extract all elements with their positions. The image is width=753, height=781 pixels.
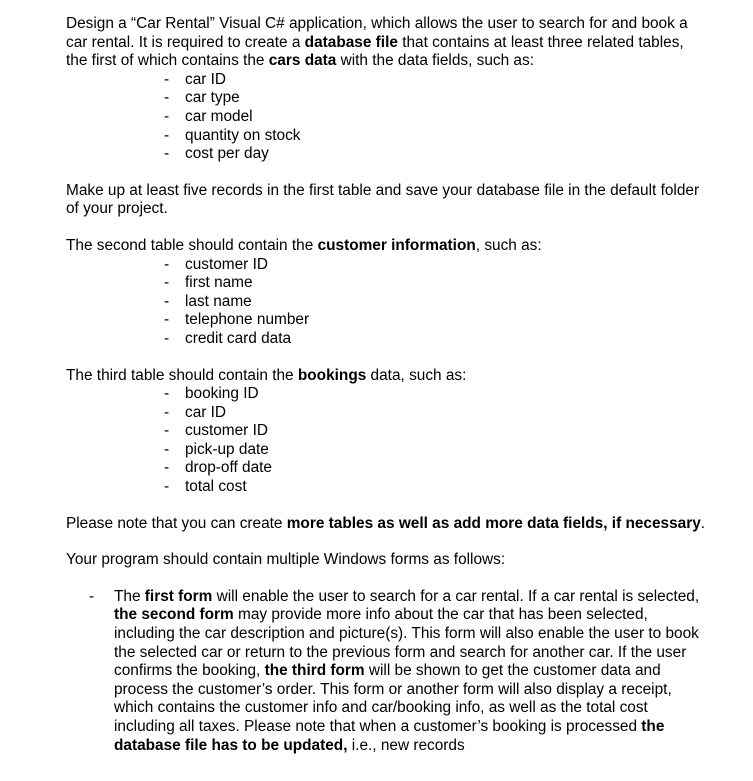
note-text-1: Please note that you can create bbox=[66, 514, 287, 532]
forms-text-4: will be shown to get the customer data and process the customer’s order. This form or another form will also display a receipt, which contains the customer info and car/booking info, as well as the total cost including all taxes. Please note that when a customer’s booking is processed bbox=[114, 662, 672, 735]
list-item: - last name bbox=[161, 293, 706, 312]
forms-bold-database-updated: the database file has to be updated, bbox=[114, 718, 665, 754]
list-item: - customer ID bbox=[161, 256, 706, 275]
intro-paragraph bbox=[66, 15, 706, 71]
forms-text-1: The bbox=[114, 587, 145, 605]
list-item: - car type bbox=[161, 89, 706, 108]
list-item bbox=[86, 588, 706, 755]
list-item: - car model bbox=[161, 108, 706, 127]
second-table-paragraph bbox=[66, 237, 706, 256]
list-item: - cost per day bbox=[161, 145, 706, 164]
list-item: - drop-off date bbox=[161, 459, 706, 478]
list-item: - total cost bbox=[161, 478, 706, 497]
forms-list bbox=[66, 588, 706, 755]
intro-bold-database-file: database file bbox=[304, 33, 398, 51]
note-paragraph bbox=[66, 515, 706, 534]
third-text-2: data, such as: bbox=[366, 366, 467, 384]
note-text-2: . bbox=[700, 514, 706, 532]
list-item: - customer ID bbox=[161, 422, 706, 441]
records-note-paragraph: Make up at least five records in the first table and save your database file in the default folder of your project. bbox=[66, 181, 700, 218]
forms-text-2: will enable the user to search for a car rental. If a car rental is selected, bbox=[212, 587, 700, 605]
second-text-2: , such as: bbox=[475, 236, 542, 254]
second-text-1: The second table should contain the bbox=[66, 236, 318, 254]
forms-bold-third-form: the third form bbox=[264, 662, 365, 680]
list-item: - quantity on stock bbox=[161, 127, 706, 146]
list-item: - car ID bbox=[161, 71, 706, 90]
third-bold-bookings: bookings bbox=[297, 366, 367, 384]
third-table-paragraph bbox=[66, 367, 706, 386]
intro-text-1: Design a “Car Rental” Visual C# application, which allows the user to search for and book a car rental. It is required to create a bbox=[66, 15, 688, 51]
forms-bold-first-form: first form bbox=[144, 587, 213, 605]
booking-fields-list bbox=[66, 385, 706, 497]
intro-bold-cars-data: cars data bbox=[268, 52, 337, 70]
intro-text-2: that contains at least three related tables, the first of which contains the bbox=[66, 33, 684, 70]
forms-intro-paragraph: Your program should contain multiple Windows forms as follows: bbox=[66, 551, 506, 569]
list-item: - telephone number bbox=[161, 311, 706, 330]
note-bold-more-tables: more tables as well as add more data fields, if necessary bbox=[286, 514, 701, 532]
third-text-1: The third table should contain the bbox=[66, 366, 298, 384]
list-item: - booking ID bbox=[161, 385, 706, 404]
forms-text-3: may provide more info about the car that has been selected, including the car description and picture(s). This form will also enable the user to book the selected car or return to the previous form and search for another car. If the user confirms the booking, bbox=[114, 606, 699, 680]
list-item: - credit card data bbox=[161, 330, 706, 349]
list-item: - first name bbox=[161, 274, 706, 293]
list-item: - pick-up date bbox=[161, 441, 706, 460]
intro-text-3: with the data fields, such as: bbox=[336, 52, 534, 70]
forms-bold-second-form: the second form bbox=[114, 606, 234, 624]
customer-fields-list bbox=[66, 256, 706, 349]
forms-text-5: i.e., new records bbox=[347, 736, 465, 754]
document-page bbox=[66, 15, 706, 755]
cars-fields-list bbox=[66, 71, 706, 164]
second-bold-customer-information: customer information bbox=[317, 236, 476, 254]
list-item: - car ID bbox=[161, 404, 706, 423]
